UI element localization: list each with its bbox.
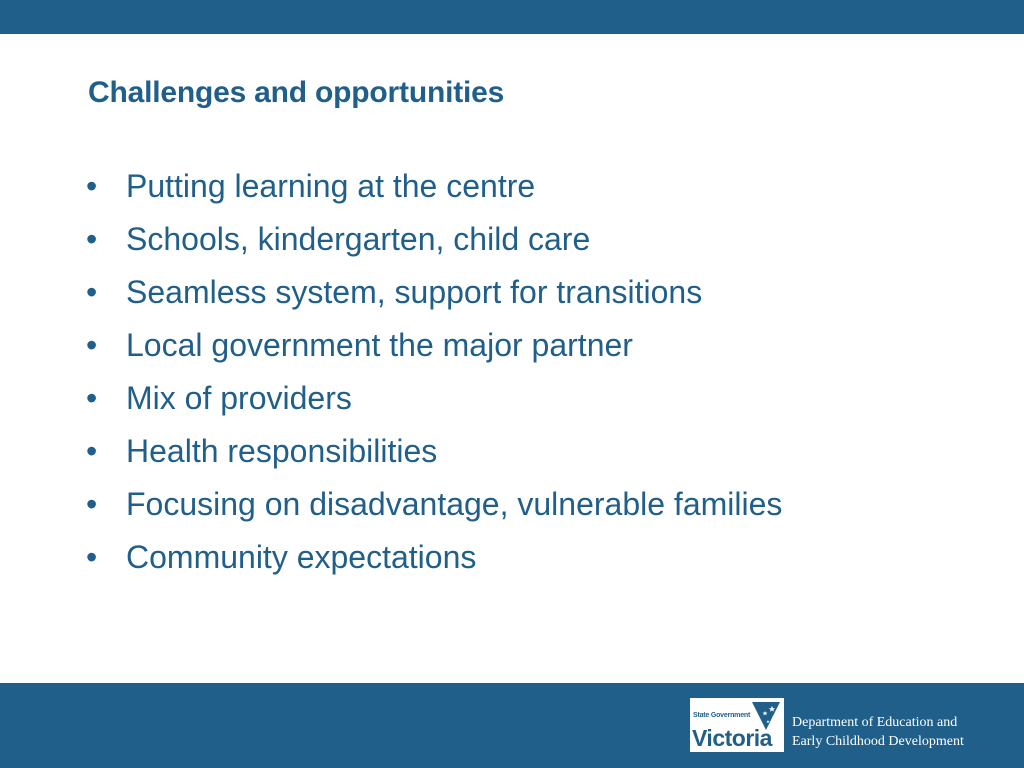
bullet-icon: • [86,380,98,416]
bullet-icon: • [86,168,98,204]
department-line-1: Department of Education and [792,715,958,730]
bullet-item [86,166,946,206]
bullet-icon: • [86,221,98,257]
bullet-text: Mix of providers [126,380,352,416]
bullet-item [86,431,946,471]
bullet-item [86,219,946,259]
bullet-text: Local government the major partner [126,327,633,363]
top-banner [0,0,1024,34]
bullet-text: Putting learning at the centre [126,168,536,204]
logo-victoria-text: Victoria [692,725,772,751]
bullet-item [86,272,946,312]
bullet-item [86,484,946,524]
bullet-item [86,378,946,418]
bullet-icon: • [86,274,98,310]
department-name [792,713,964,751]
bullet-icon: • [86,486,98,522]
bullet-item [86,325,946,365]
bullet-text: Health responsibilities [126,433,438,469]
bullet-icon: • [86,433,98,469]
bullet-list [86,166,946,590]
slide-title: Challenges and opportunities [88,76,505,109]
department-line-2: Early Childhood Development [792,734,964,749]
bullet-text: Seamless system, support for transitions [126,274,703,310]
bullet-item [86,537,946,577]
bullet-icon: • [86,327,98,363]
bullet-text: Focusing on disadvantage, vulnerable families [126,486,783,522]
bullet-icon: • [86,539,98,575]
logo-state-government-text: State Government [693,712,751,719]
bullet-text: Community expectations [126,539,477,575]
bullet-text: Schools, kindergarten, child care [126,221,591,257]
victoria-logo [690,698,784,752]
